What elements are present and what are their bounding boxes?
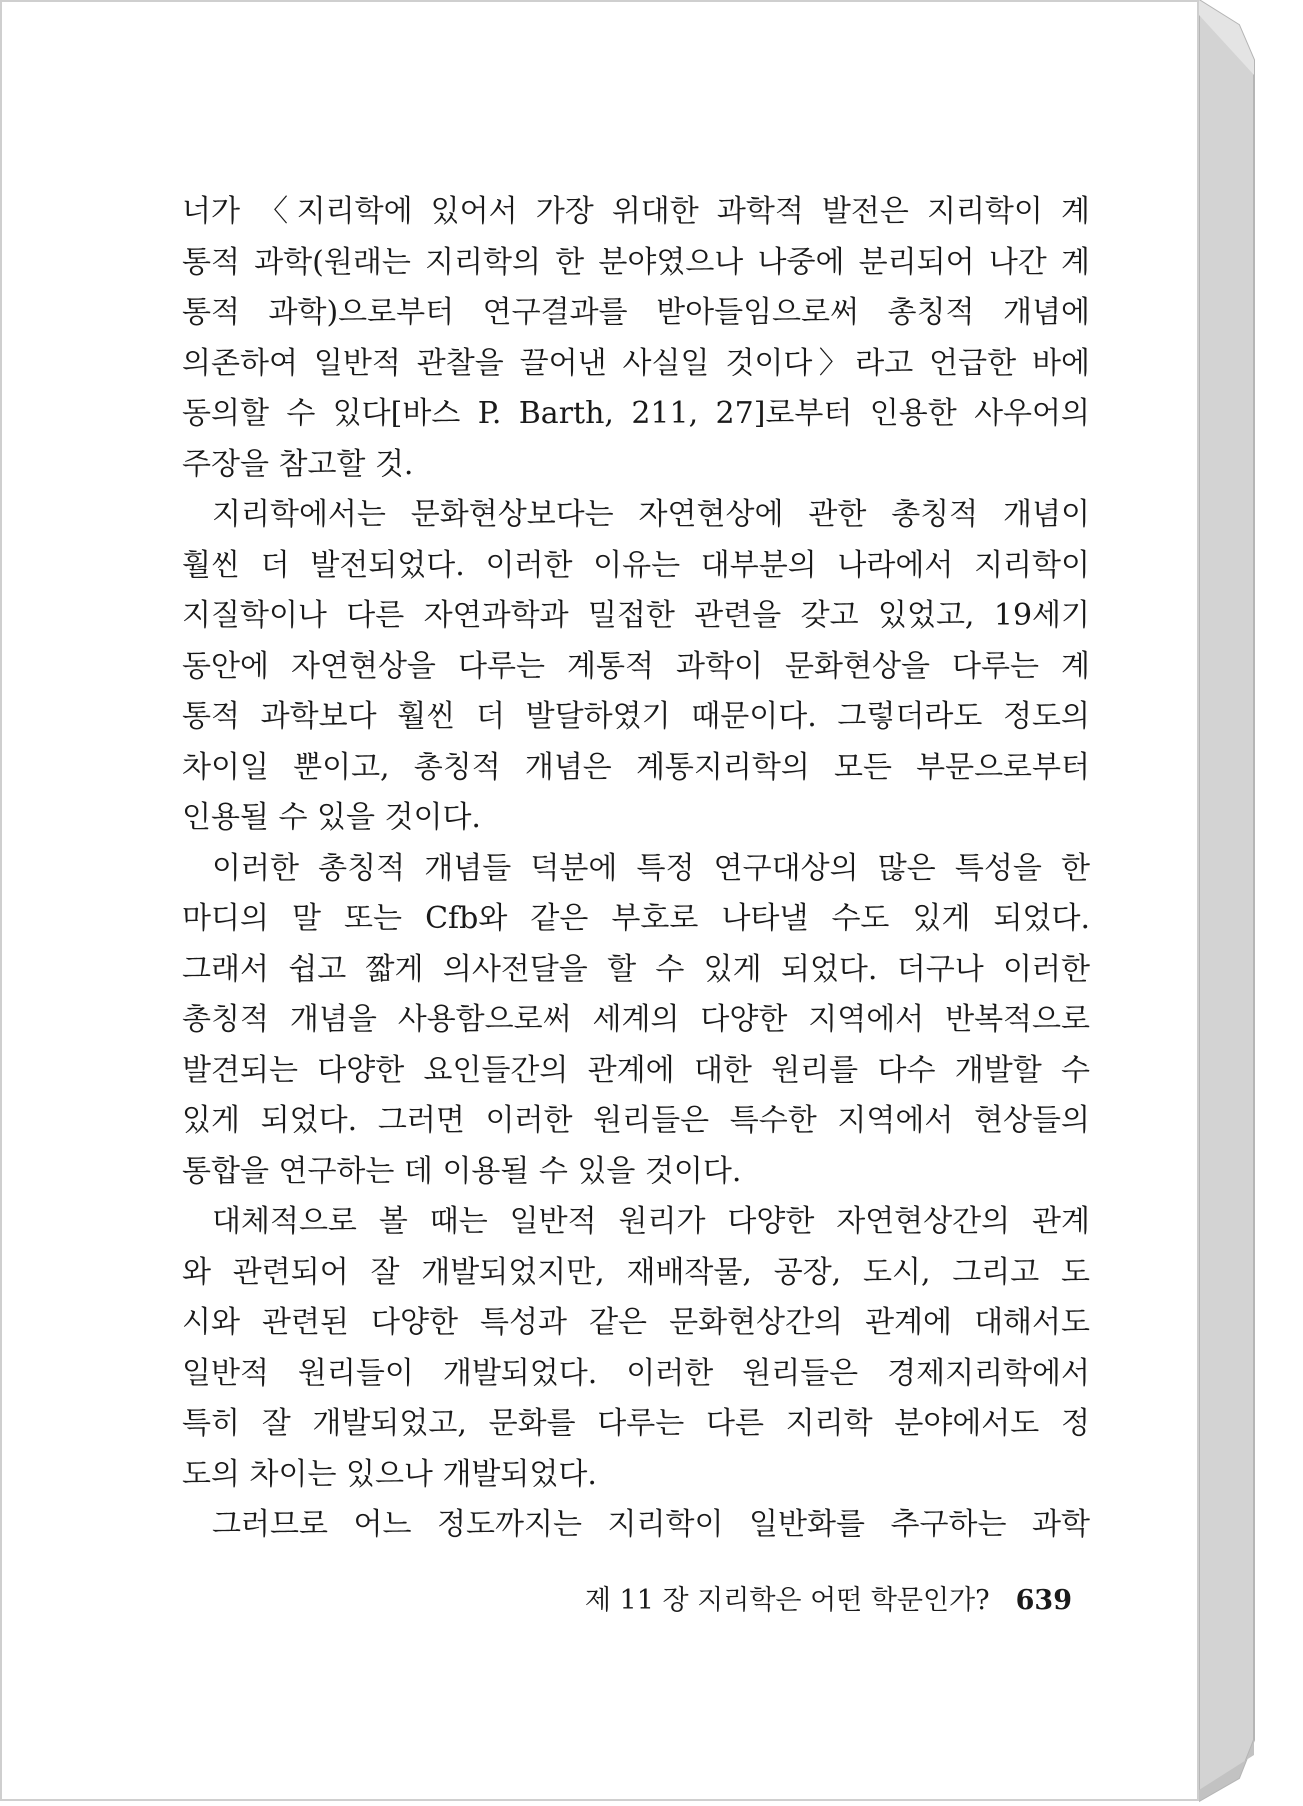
text-line: 차이일 뿐이고, 총칭적 개념은 계통지리학의 모든 부문으로부터 — [182, 749, 1090, 785]
text-line: 발견되는 다양한 요인들간의 관계에 대한 원리를 다수 개발할 수 — [182, 1052, 1090, 1088]
text-line: 있게 되었다. 그러면 이러한 원리들은 특수한 지역에서 현상들의 — [182, 1103, 1090, 1138]
text-line: 그러므로 어느 정도까지는 지리학이 일반화를 추구하는 과학 — [212, 1507, 1090, 1542]
paragraph — [182, 844, 1090, 1198]
text-line: 특히 잘 개발되었고, 문화를 다루는 다른 지리학 분야에서도 정 — [182, 1406, 1090, 1441]
text-line: 통적 과학)으로부터 연구결과를 받아들임으로써 총칭적 개념에 — [182, 295, 1090, 330]
text-line: 통적 과학(원래는 지리학의 한 분야였으나 나중에 분리되어 나간 계 — [182, 244, 1090, 280]
text-line: 인용될 수 있을 것이다. — [182, 800, 481, 835]
text-line: 의존하여 일반적 관찰을 끌어낸 사실일 것이다〉라고 언급한 바에 — [182, 345, 1090, 381]
text-line: 시와 관련된 다양한 특성과 같은 문화현상간의 관계에 대해서도 — [182, 1305, 1090, 1340]
paragraph — [182, 1197, 1090, 1500]
paragraph — [182, 1500, 1090, 1551]
text-line: 훨씬 더 발전되었다. 이러한 이유는 대부분의 나라에서 지리학이 — [182, 547, 1090, 583]
text-line: 너가 〈지리학에 있어서 가장 위대한 과학적 발전은 지리학이 계 — [182, 194, 1090, 229]
text-line: 일반적 원리들이 개발되었다. 이러한 원리들은 경제지리학에서 — [182, 1355, 1090, 1391]
page-number: 639 — [1015, 1585, 1072, 1616]
text-line: 총칭적 개념을 사용함으로써 세계의 다양한 지역에서 반복적으로 — [182, 1002, 1090, 1037]
paragraph — [182, 187, 1090, 490]
text-line: 이러한 총칭적 개념들 덕분에 특정 연구대상의 많은 특성을 한 — [212, 850, 1090, 886]
text-line: 지리학에서는 문화현상보다는 자연현상에 관한 총칭적 개념이 — [212, 497, 1090, 532]
text-line: 그래서 쉽고 짧게 의사전달을 할 수 있게 되었다. 더구나 이러한 — [182, 951, 1090, 987]
text-line: 대체적으로 볼 때는 일반적 원리가 다양한 자연현상간의 관계 — [212, 1204, 1090, 1239]
text-line: 지질학이나 다른 자연과학과 밀접한 관련을 갖고 있었고, 19세기 — [182, 598, 1090, 633]
text-line: 주장을 참고할 것. — [182, 446, 414, 482]
text-line: 와 관련되어 잘 개발되었지만, 재배작물, 공장, 도시, 그리고 도 — [182, 1254, 1090, 1290]
text-line: 통적 과학보다 훨씬 더 발달하였기 때문이다. 그렇더라도 정도의 — [182, 699, 1090, 734]
book-edge-shape — [1199, 0, 1303, 1806]
body-text — [182, 187, 1090, 1551]
text-line: 동의할 수 있다[바스 P. Barth, 211, 27]로부터 인용한 사우어의 — [182, 396, 1090, 431]
chapter-title: 제 11 장 지리학은 어떤 학문인가? — [584, 1585, 990, 1616]
text-line: 동안에 자연현상을 다루는 계통적 과학이 문화현상을 다루는 계 — [182, 648, 1090, 684]
page-footer — [2, 1578, 1072, 1617]
text-line: 마디의 말 또는 Cfb와 같은 부호로 나타낼 수도 있게 되었다. — [182, 901, 1090, 936]
paragraph — [182, 490, 1090, 844]
text-line: 도의 차이는 있으나 개발되었다. — [182, 1456, 597, 1492]
text-line: 통합을 연구하는 데 이용될 수 있을 것이다. — [182, 1153, 742, 1189]
